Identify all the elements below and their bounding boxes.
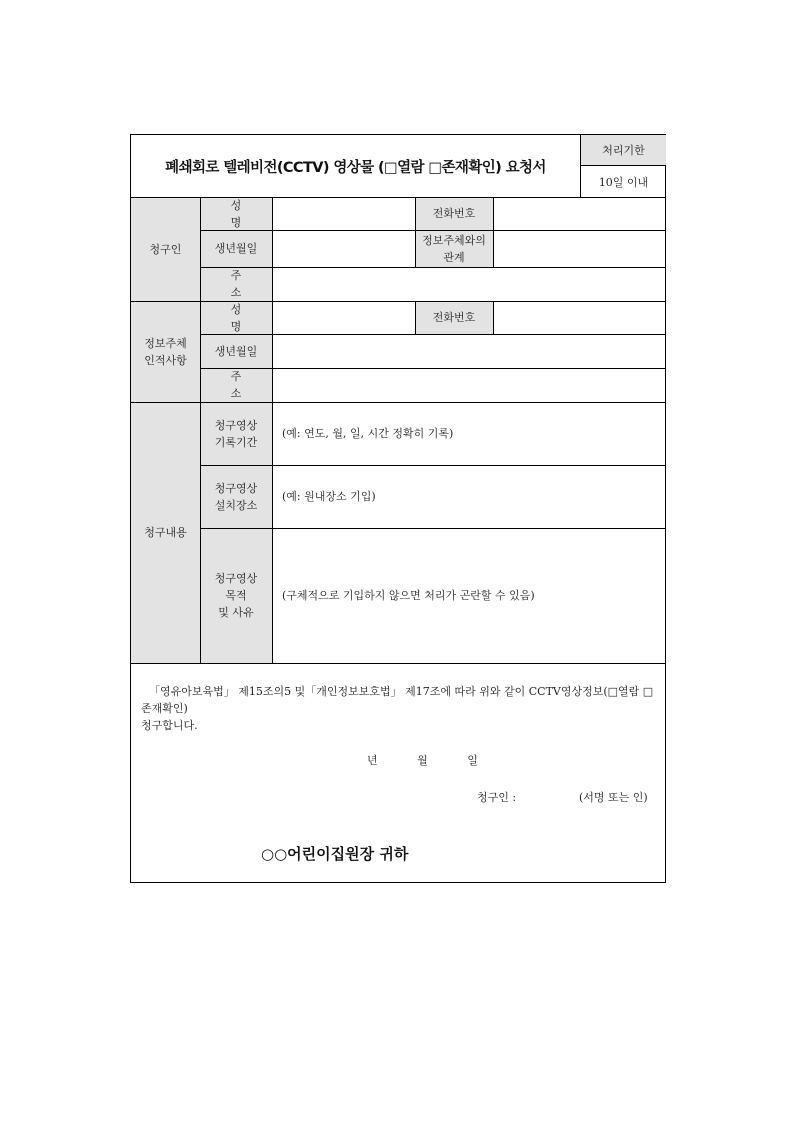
request-section-label: 청구내용: [144, 526, 187, 539]
request-purpose-label-line3: 및 사유: [218, 606, 254, 619]
requester-phone-label: 전화번호: [432, 207, 476, 220]
request-statement: 「영유아보육법」 제15조의5 및「개인정보보호법」 제17조에 따라 위와 같이 CCTV영상정보(□열람 □존재확인): [141, 685, 654, 715]
month-label: 월: [417, 754, 428, 767]
subject-name-label: [200, 301, 272, 334]
requester-name-label: [200, 197, 272, 230]
signer-label: 청구인 :: [477, 791, 517, 804]
row-divider: [131, 663, 666, 664]
requester-address-label: [200, 267, 272, 301]
request-purpose-label-line1: 청구영상: [214, 572, 258, 585]
subject-address-label: [200, 368, 272, 402]
date-line: [367, 752, 478, 768]
request-location-label: [200, 465, 272, 528]
subject-address-field[interactable]: [272, 368, 666, 402]
request-period-label: [200, 402, 272, 465]
request-statement-end: 청구합니다.: [141, 719, 198, 732]
subject-phone-label: 전화번호: [432, 311, 476, 324]
request-location-label-line1: 청구영상: [214, 481, 258, 495]
subject-birth-label: 생년월일: [214, 344, 258, 358]
subject-name-field[interactable]: [272, 301, 415, 334]
year-label: 년: [367, 754, 378, 767]
subject-section-label: [131, 301, 200, 402]
requester-section-label: 청구인: [149, 242, 182, 256]
deadline-label: 처리기한: [580, 135, 666, 166]
requester-relation-label-line1: 정보주체와의: [422, 233, 486, 247]
sign-hint: (서명 또는 인): [579, 791, 648, 804]
request-purpose-label-line2: 목적: [225, 589, 247, 602]
request-form: [130, 134, 666, 883]
requester-relation-label-line2: 관계: [443, 250, 465, 264]
requester-relation-field[interactable]: [493, 230, 666, 267]
requester-address-label-text: 주 소: [230, 269, 254, 299]
subject-section-label-line1: 정보주체: [144, 336, 187, 350]
subject-phone-field[interactable]: [493, 301, 666, 334]
form-title: 폐쇄회로 텔레비전(CCTV) 영상물 (□열람 □존재확인) 요청서: [165, 159, 546, 176]
request-period-field[interactable]: (예: 연도, 월, 일, 시간 정확히 기록): [282, 427, 454, 440]
subject-birth-field[interactable]: [272, 334, 666, 368]
requester-birth-label: 생년월일: [214, 242, 258, 255]
request-purpose-field[interactable]: (구체적으로 기입하지 않으면 처리가 곤란할 수 있음): [282, 589, 535, 602]
day-label: 일: [467, 754, 478, 767]
subject-address-label-text: 주 소: [230, 370, 254, 400]
subject-section-label-line2: 인적사항: [144, 353, 187, 367]
deadline-value: 10일 이내: [580, 166, 666, 197]
request-period-label-line2: 기록기간: [214, 435, 258, 449]
request-location-label-line2: 설치장소: [214, 498, 258, 512]
subject-name-label-text: 성 명: [230, 302, 254, 333]
requester-address-field[interactable]: [272, 267, 666, 301]
request-purpose-label: [200, 528, 272, 663]
requester-name-label-text: 성 명: [230, 198, 254, 229]
requester-name-field[interactable]: [272, 197, 415, 230]
request-period-label-line1: 청구영상: [214, 418, 258, 432]
requester-phone-field[interactable]: [493, 197, 666, 230]
request-location-field[interactable]: (예: 원내장소 기입): [282, 490, 376, 503]
addressee: ○○어린이집원장 귀하: [261, 845, 409, 863]
requester-relation-label: [415, 230, 493, 267]
requester-birth-field[interactable]: [272, 230, 415, 267]
